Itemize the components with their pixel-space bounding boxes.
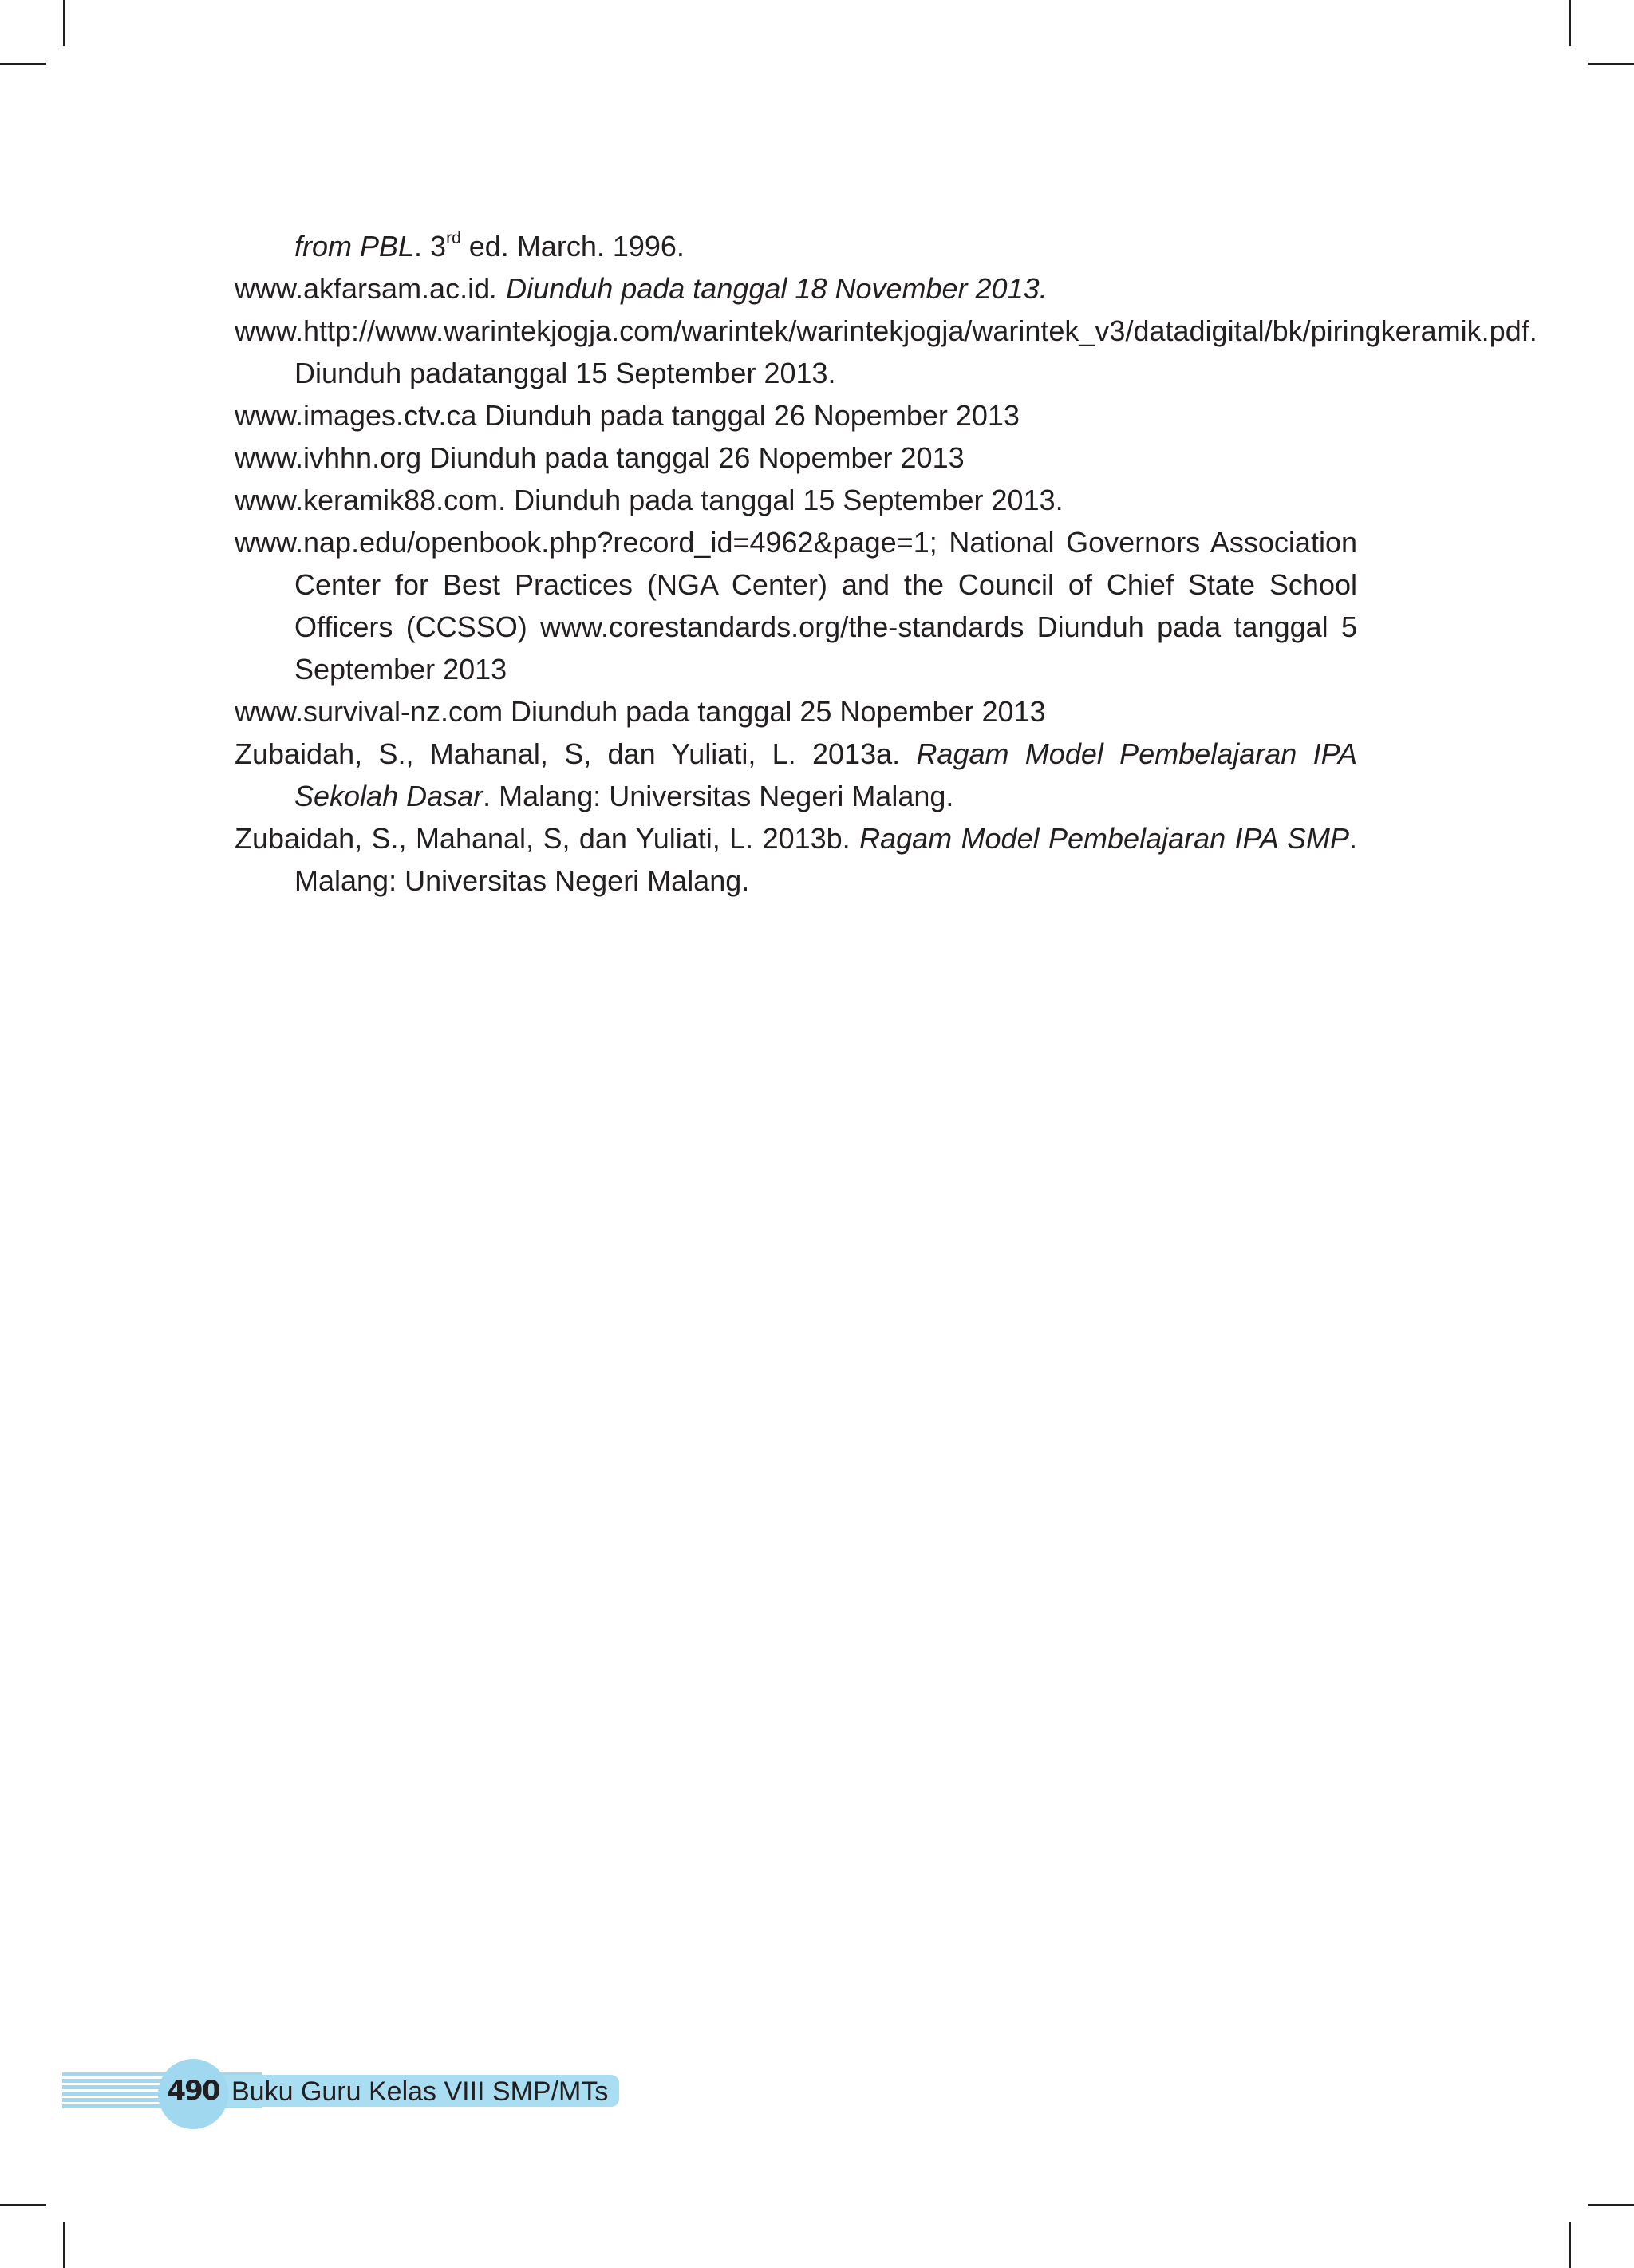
reference-item: Zubaidah, S., Mahanal, S, dan Yuliati, L. 2013a. Ragam Model Pembelajaran IPA Sekolah Dasar. Malang: Universitas Negeri Malang.: [235, 737, 1357, 812]
crop-mark: [0, 63, 46, 65]
crop-mark: [1588, 63, 1634, 65]
crop-mark: [1569, 0, 1571, 46]
crop-mark: [0, 2204, 46, 2206]
book-title: Buku Guru Kelas VIII SMP/MTs: [231, 2076, 609, 2107]
reference-item: www.nap.edu/openbook.php?record_id=4962&page=1; National Governors Association Center for Best Practices (NGA Center) and the Council of Chief State School Officers (CCSSO) www.corestandards.org/the-standards Diunduh pada tanggal 5 September 2013: [235, 526, 1357, 686]
reference-item: www.ivhhn.org Diunduh pada tanggal 26 Nopember 2013: [235, 441, 965, 474]
reference-item: www.akfarsam.ac.id. Diunduh pada tanggal 18 November 2013.: [235, 272, 1048, 305]
reference-item: www.http://www.warintekjogja.com/warintek/warintekjogja/warintek_v3/datadigital/bk/piringkeramik.pdf. Diunduh padatanggal 15 September 2013.: [235, 314, 1537, 389]
reference-item: www.images.ctv.ca Diunduh pada tanggal 26 Nopember 2013: [235, 399, 1020, 432]
crop-mark: [1569, 2222, 1571, 2268]
reference-list: [235, 225, 1537, 902]
reference-item: Zubaidah, S., Mahanal, S, dan Yuliati, L. 2013b. Ragam Model Pembelajaran IPA SMP. Malang: Universitas Negeri Malang.: [235, 822, 1357, 897]
reference-item: www.keramik88.com. Diunduh pada tanggal 15 September 2013.: [235, 484, 1064, 516]
crop-mark: [1588, 2204, 1634, 2206]
crop-mark: [63, 2222, 65, 2268]
reference-item: from PBL. 3rd ed. March. 1996.: [294, 229, 685, 263]
crop-mark: [63, 0, 65, 46]
reference-item: www.survival-nz.com Diunduh pada tanggal 25 Nopember 2013: [235, 695, 1046, 728]
page-number: 490: [167, 2075, 219, 2107]
